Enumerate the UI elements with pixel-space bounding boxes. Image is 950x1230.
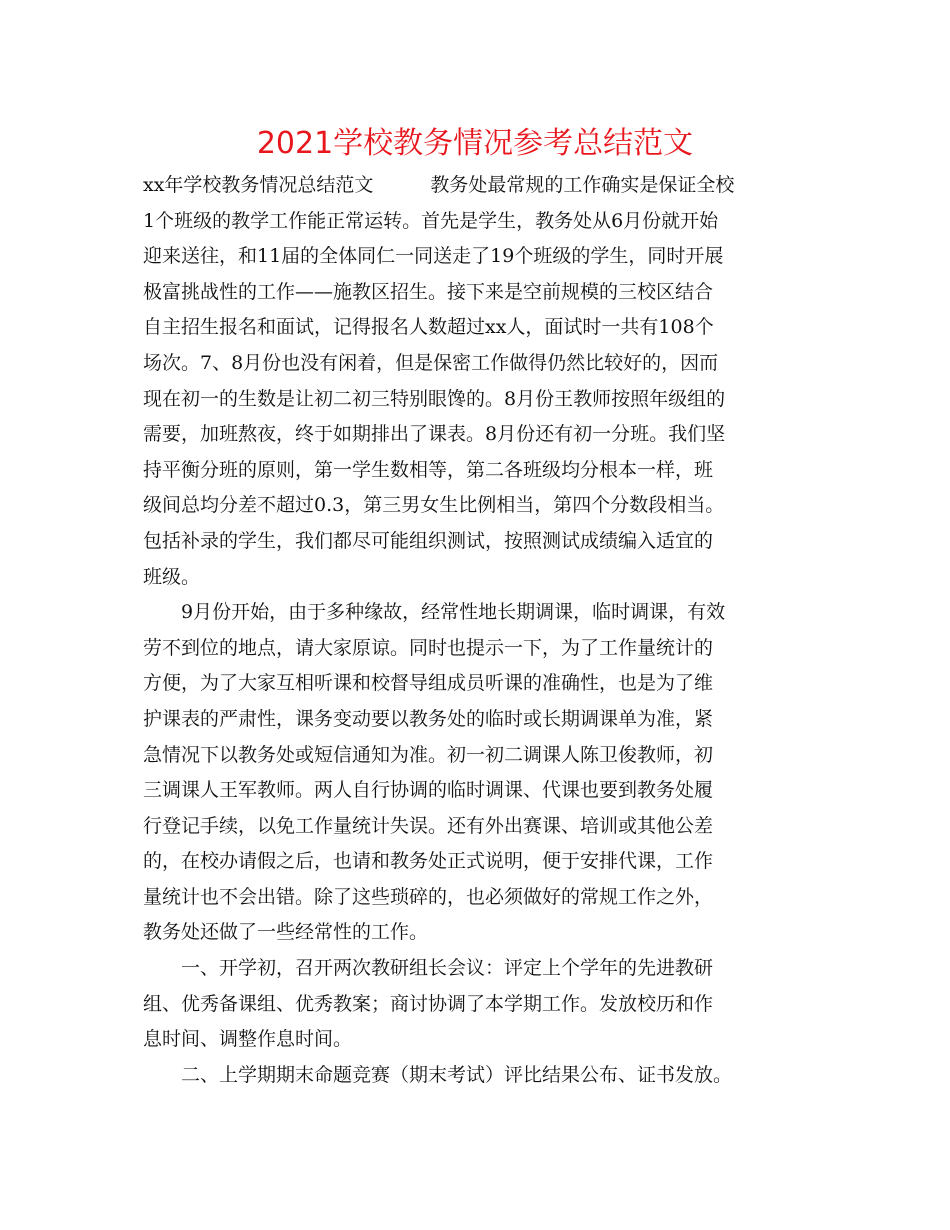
paragraph-line: 急情况下以教务处或短信通知为准。初一初二调课人陈卫俊教师，初 xyxy=(143,743,714,766)
paragraph-line: 场次。7、8月份也没有闲着，但是保密工作做得仍然比较好的，因而 xyxy=(143,351,719,374)
paragraph-line: 迎来送往，和11届的全体同仁一同送走了19个班级的学生，同时开展 xyxy=(143,245,724,268)
paragraph-line: 包括补录的学生，我们都尽可能组织测试，按照测试成绩编入适宜的 xyxy=(143,529,714,552)
document-body xyxy=(143,168,808,1093)
paragraph-line: 极富挑战性的工作——施教区招生。接下来是空前规模的三校区结合 xyxy=(143,280,714,303)
paragraph-line: 量统计也不会出错。除了这些琐碎的，也必须做好的常规工作之外， xyxy=(143,885,714,908)
document-title: 2021学校教务情况参考总结范文 xyxy=(256,126,694,161)
paragraph-line: 级间总均分差不超过0.3，第三男女生比例相当，第四个分数段相当。 xyxy=(143,494,725,517)
paragraph-line: 护课表的严肃性，课务变动要以教务处的临时或长期调课单为准，紧 xyxy=(143,707,714,730)
paragraph-line: 一、开学初，召开两次教研组长会议：评定上个学年的先进教研 xyxy=(143,957,714,980)
paragraph-line: 二、上学期期末命题竞赛（期末考试）评比结果公布、证书发放。 xyxy=(143,1063,733,1086)
paragraph-line: 教务处还做了一些经常性的工作。 xyxy=(143,921,429,944)
paragraph-line: 劳不到位的地点，请大家原谅。同时也提示一下，为了工作量统计的 xyxy=(143,636,714,659)
paragraph-line: 现在初一的生数是让初二初三特别眼馋的。8月份王教师按照年级组的 xyxy=(143,387,726,410)
paragraph-line: 持平衡分班的原则，第一学生数相等，第二各班级均分根本一样，班 xyxy=(143,458,714,481)
paragraph-line: 9月份开始，由于多种缘故，经常性地长期调课，临时调课，有效 xyxy=(143,601,726,624)
paragraph-line: 需要，加班熬夜，终于如期排出了课表。8月份还有初一分班。我们坚 xyxy=(143,423,726,446)
paragraph-line: 1个班级的教学工作能正常运转。首先是学生，教务处从6月份就开始 xyxy=(143,209,719,232)
paragraph-line: 自主招生报名和面试，记得报名人数超过xx人，面试时一共有108个 xyxy=(143,316,714,339)
paragraph-line: 的，在校办请假之后，也请和教务处正式说明，便于安排代课，工作 xyxy=(143,850,714,873)
paragraph-line: 组、优秀备课组、优秀教案；商讨协调了本学期工作。发放校历和作 xyxy=(143,992,714,1015)
paragraph-line: 方便，为了大家互相听课和校督导组成员听课的准确性，也是为了维 xyxy=(143,672,714,695)
paragraph-line: 行登记手续，以免工作量统计失误。还有外出赛课、培训或其他公差 xyxy=(143,814,714,837)
paragraph-line: 班级。 xyxy=(143,565,201,588)
paragraph-line: 三调课人王军教师。两人自行协调的临时调课、代课也要到教务处履 xyxy=(143,779,714,802)
paragraph-line: xx年学校教务情况总结范文 教务处最常规的工作确实是保证全校 xyxy=(143,174,735,196)
paragraph-line: 息时间、调整作息时间。 xyxy=(143,1028,353,1051)
